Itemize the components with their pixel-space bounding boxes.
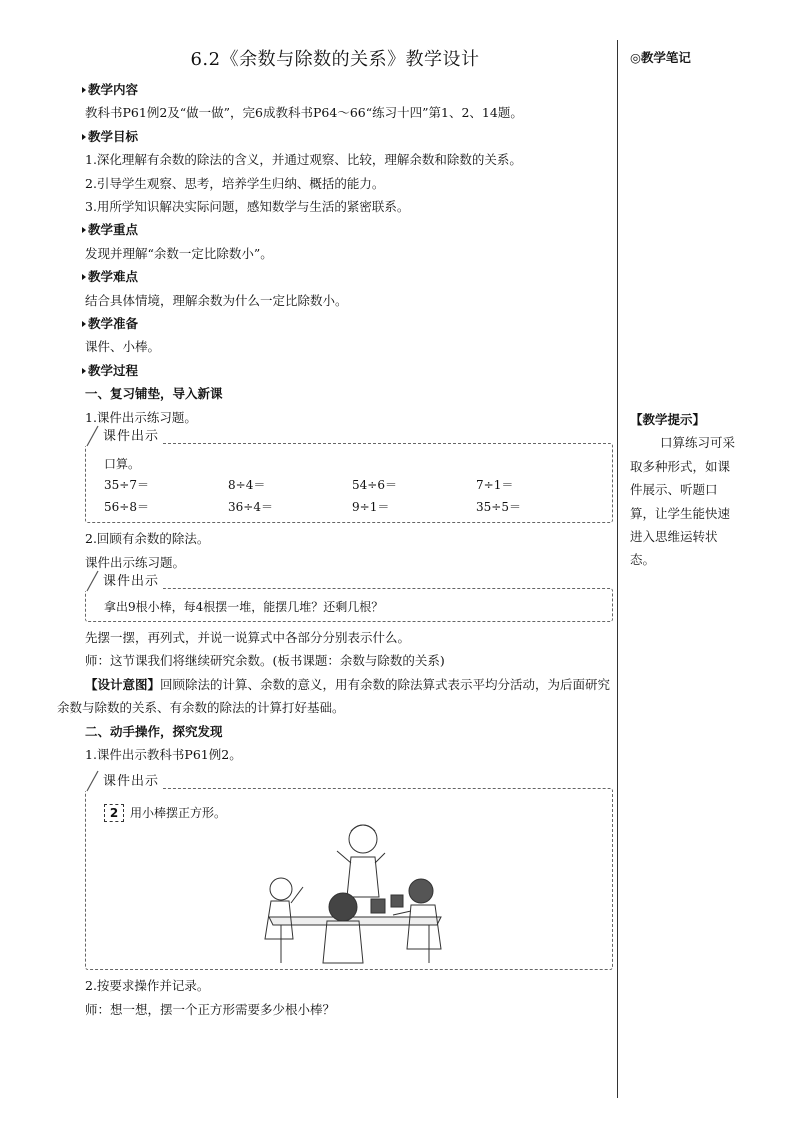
notes-title: ◎教学笔记	[630, 50, 691, 65]
heading-difficulty: 教学难点	[57, 265, 613, 288]
calc-item: 35÷7＝	[104, 478, 149, 493]
heading-goals: 教学目标	[57, 125, 613, 148]
triangle-bullet-icon	[82, 87, 86, 93]
box-text: 拿出9根小棒，每4根摆一堆，能摆几堆？还剩几根？	[104, 599, 384, 614]
courseware-box-3	[85, 774, 613, 970]
paragraph: 课件出示练习题。	[85, 554, 186, 570]
focus-text: 发现并理解“余数一定比除数小”。	[85, 245, 273, 261]
paragraph: 先摆一摆，再列式，并说一说算式中各部分分别表示什么。	[85, 629, 411, 645]
calc-item: 36÷4＝	[228, 500, 273, 515]
children-illustration	[251, 817, 451, 965]
box-subtitle: 口算。	[104, 457, 141, 472]
part1-heading: 一、复习铺垫，导入新课	[85, 386, 223, 402]
paragraph: 1.课件出示教科书P61例2。	[85, 746, 242, 762]
paragraph: 师：想一想，摆一个正方形需要多少根小棒？	[85, 1001, 336, 1017]
tip-heading: 【教学提示】	[630, 412, 706, 427]
example-number-badge: 2	[104, 804, 124, 822]
box-text: 用小棒摆正方形。	[130, 806, 227, 821]
paragraph: 师：这节课我们将继续研究余数。(板书课题：余数与除数的关系)	[85, 653, 445, 669]
content-text: 教科书P61例2及“做一做”，完6成教科书P64～66“练习十四”第1、2、14题。	[85, 105, 523, 121]
page-title: 6.2《余数与除数的关系》教学设计	[190, 49, 480, 70]
courseware-box-1	[85, 429, 613, 523]
goal-item: 2.引导学生观察、思考，培养学生归纳、概括的能力。	[85, 175, 385, 191]
triangle-bullet-icon	[82, 227, 86, 233]
difficulty-text: 结合具体情境，理解余数为什么一定比除数小。	[85, 292, 348, 308]
part2-heading: 二、动手操作，探究发现	[85, 723, 223, 739]
goal-item: 3.用所学知识解决实际问题，感知数学与生活的紧密联系。	[85, 199, 410, 215]
design-intent: 【设计意图】回顾除法的计算、余数的意义，用有余数的除法算式表示平均分活动，为后面研究余数与除数的关系、有余数的除法的计算打好基础。	[57, 676, 611, 716]
teaching-tip	[630, 408, 742, 572]
heading-content: 教学内容	[57, 78, 613, 101]
paragraph: 2.按要求操作并记录。	[85, 978, 210, 994]
box-label: 课件出示	[85, 428, 163, 446]
calc-row	[104, 496, 600, 518]
slash-icon	[85, 769, 99, 793]
heading-prep: 教学准备	[57, 312, 613, 335]
calc-item: 35÷5＝	[476, 500, 521, 515]
triangle-bullet-icon	[82, 274, 86, 280]
heading-focus: 教学重点	[57, 218, 613, 241]
calc-item: 8÷4＝	[228, 478, 266, 493]
triangle-bullet-icon	[82, 134, 86, 140]
box-label: 课件出示	[85, 773, 163, 791]
column-divider	[617, 40, 618, 1098]
box-label: 课件出示	[85, 573, 163, 591]
calc-row	[104, 474, 600, 496]
goal-item: 1.深化理解有余数的除法的含义，并通过观察、比较，理解余数和除数的关系。	[85, 152, 522, 168]
prep-text: 课件、小棒。	[85, 339, 161, 355]
slash-icon	[85, 569, 99, 593]
main-column	[57, 44, 613, 1021]
triangle-bullet-icon	[82, 321, 86, 327]
calc-item: 7÷1＝	[476, 478, 514, 493]
calc-item: 54÷6＝	[352, 478, 397, 493]
calc-item: 56÷8＝	[104, 500, 149, 515]
slash-icon	[85, 424, 99, 448]
courseware-box-2	[85, 573, 613, 622]
triangle-bullet-icon	[82, 368, 86, 374]
paragraph: 1.课件出示练习题。	[85, 409, 197, 425]
tip-body: 口算练习可采取多种形式，如课件展示、听题口算，让学生能快速进入思维运转状态。	[630, 435, 736, 568]
heading-process: 教学过程	[57, 359, 613, 382]
paragraph: 2.回顾有余数的除法。	[85, 531, 210, 547]
calc-item: 9÷1＝	[352, 500, 390, 515]
